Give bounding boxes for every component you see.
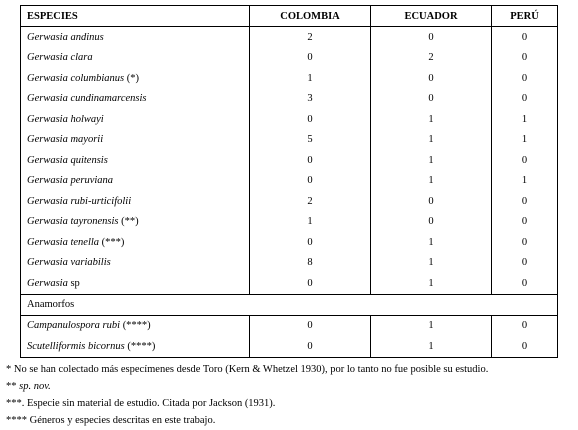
species-cell (21, 315, 250, 336)
count-ecuador: 0 (371, 191, 492, 212)
species-name: Gerwasia cundinamarcensis (27, 93, 147, 105)
count-peru: 0 (492, 191, 558, 212)
count-colombia: 8 (250, 253, 371, 274)
count-peru: 1 (492, 171, 558, 192)
count-ecuador: 2 (371, 48, 492, 69)
table-row (21, 48, 558, 69)
species-cell (21, 130, 250, 151)
species-name: Gerwasia rubi-urticifolii (27, 195, 132, 207)
table-row (21, 27, 558, 48)
species-mark: (****) (124, 340, 156, 352)
table-row (21, 171, 558, 192)
footnote-2 (6, 378, 576, 395)
species-cell (21, 273, 250, 294)
species-name: Gerwasia columbianus (27, 72, 125, 84)
species-name: Gerwasia clara (27, 52, 93, 64)
count-peru: 1 (492, 109, 558, 130)
footnote-3: ***. Especie sin material de estudio. Citada por Jackson (1931). (6, 398, 276, 409)
table-row (21, 212, 558, 233)
table-header-row (21, 6, 558, 27)
species-name: Gerwasia holwayi (27, 113, 104, 125)
count-ecuador: 1 (371, 253, 492, 274)
footnote-4: **** Géneros y especies descritas en este trabajo. (6, 415, 216, 426)
count-colombia: 1 (250, 68, 371, 89)
count-ecuador: 1 (371, 150, 492, 171)
header-especies: ESPECIES (21, 6, 250, 27)
species-mark: sp (67, 277, 80, 289)
table-row (21, 150, 558, 171)
count-peru: 0 (492, 336, 558, 357)
species-cell (21, 89, 250, 110)
count-colombia: 1 (250, 212, 371, 233)
count-ecuador: 0 (371, 212, 492, 233)
table-row (21, 191, 558, 212)
species-name: Gerwasia mayorii (27, 134, 104, 146)
species-name: Gerwasia tayronensis (27, 216, 119, 228)
species-cell (21, 232, 250, 253)
species-name: Gerwasia (27, 277, 68, 289)
count-peru: 0 (492, 253, 558, 274)
table-row (21, 336, 558, 357)
table-row (21, 109, 558, 130)
count-colombia: 3 (250, 89, 371, 110)
count-ecuador: 1 (371, 109, 492, 130)
count-peru: 0 (492, 315, 558, 336)
count-peru: 0 (492, 27, 558, 48)
species-name: Gerwasia tenella (27, 236, 100, 248)
table-row (21, 68, 558, 89)
count-ecuador: 0 (371, 68, 492, 89)
count-colombia: 0 (250, 109, 371, 130)
count-colombia: 0 (250, 273, 371, 294)
count-colombia: 0 (250, 315, 371, 336)
species-rows (21, 27, 558, 295)
header-ecuador: ECUADOR (371, 6, 492, 27)
count-colombia: 2 (250, 27, 371, 48)
count-colombia: 5 (250, 130, 371, 151)
count-peru: 0 (492, 68, 558, 89)
footnote-1: * No se han colectado más especímenes desde Toro (Kern & Whetzel 1930), por lo tanto no fue posible su estudio. (6, 364, 489, 375)
species-cell (21, 336, 250, 357)
species-name: Scutelliformis bicornus (27, 340, 125, 352)
species-name: Gerwasia quitensis (27, 154, 108, 166)
group-row-anamorfos (21, 294, 558, 315)
species-name: Gerwasia peruviana (27, 175, 114, 187)
count-ecuador: 1 (371, 273, 492, 294)
count-colombia: 2 (250, 191, 371, 212)
table-row (21, 89, 558, 110)
footnote-2-marker: ** (6, 381, 20, 392)
table-row (21, 315, 558, 336)
count-ecuador: 1 (371, 336, 492, 357)
count-colombia: 0 (250, 171, 371, 192)
count-peru: 0 (492, 89, 558, 110)
count-colombia: 0 (250, 48, 371, 69)
count-peru: 0 (492, 273, 558, 294)
anamorph-rows (21, 315, 558, 357)
species-cell (21, 253, 250, 274)
table-row (21, 130, 558, 151)
footnotes (6, 361, 576, 429)
table-row (21, 273, 558, 294)
count-ecuador: 0 (371, 27, 492, 48)
species-cell (21, 212, 250, 233)
count-ecuador: 1 (371, 171, 492, 192)
footnote-2-text: sp. nov. (19, 381, 51, 392)
species-table (20, 5, 558, 358)
count-peru: 0 (492, 212, 558, 233)
species-cell (21, 191, 250, 212)
species-cell (21, 68, 250, 89)
species-cell (21, 27, 250, 48)
table-row (21, 232, 558, 253)
count-peru: 0 (492, 232, 558, 253)
count-ecuador: 1 (371, 315, 492, 336)
species-cell (21, 48, 250, 69)
count-peru: 1 (492, 130, 558, 151)
count-peru: 0 (492, 150, 558, 171)
species-name: Campanulospora rubi (27, 320, 121, 332)
species-cell (21, 150, 250, 171)
species-name: Gerwasia variabilis (27, 257, 111, 269)
anamorph-group (21, 294, 558, 315)
species-cell (21, 109, 250, 130)
species-mark: (**) (118, 216, 139, 228)
header-colombia: COLOMBIA (250, 6, 371, 27)
species-mark: (*) (124, 72, 139, 84)
count-peru: 0 (492, 48, 558, 69)
group-label: Anamorfos (21, 294, 558, 315)
table-row (21, 253, 558, 274)
count-ecuador: 1 (371, 232, 492, 253)
species-name: Gerwasia andinus (27, 31, 104, 43)
count-colombia: 0 (250, 232, 371, 253)
species-mark: (***) (99, 236, 125, 248)
count-colombia: 0 (250, 336, 371, 357)
species-mark: (****) (120, 320, 151, 332)
count-ecuador: 0 (371, 89, 492, 110)
count-colombia: 0 (250, 150, 371, 171)
header-peru: PERÚ (492, 6, 558, 27)
species-cell (21, 171, 250, 192)
count-ecuador: 1 (371, 130, 492, 151)
